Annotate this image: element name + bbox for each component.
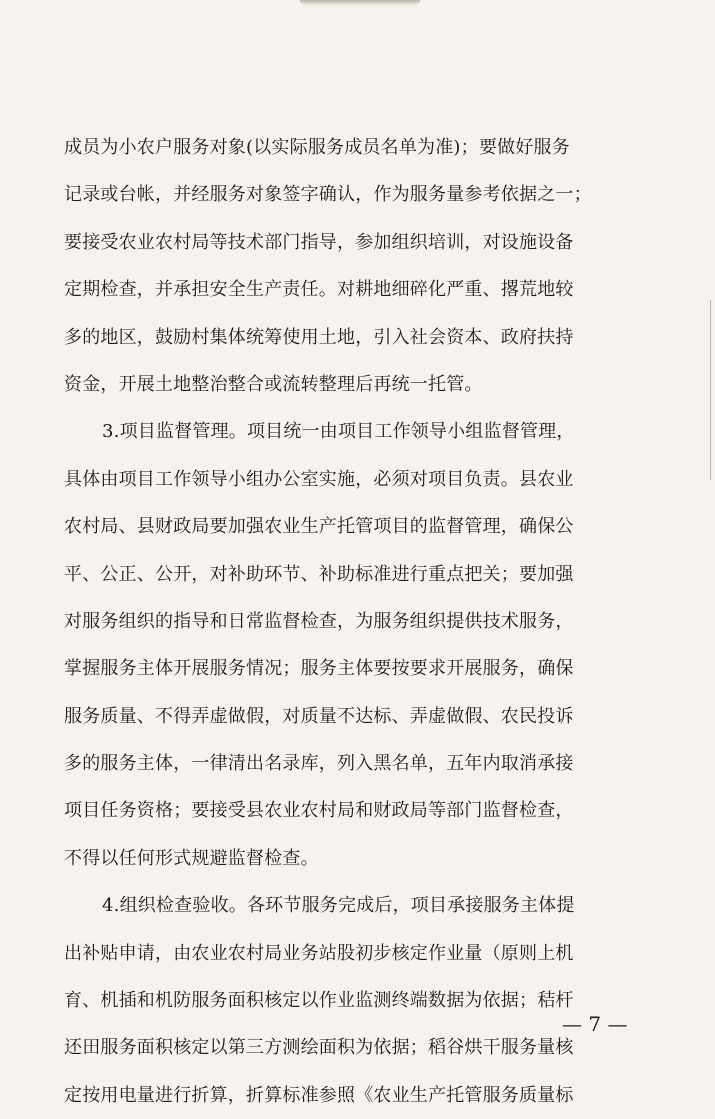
text-line: 还田服务面积核定以第三方测绘面积为依据；稻谷烘干服务量核 — [64, 1037, 574, 1059]
text-line: 3.项目监督管理。项目统一由项目工作领导小组监督管理， — [102, 421, 575, 443]
text-line: 项目任务资格；要接受县农业农村局和财政局等部门监督检查， — [64, 800, 574, 822]
scan-edge-mark — [300, 0, 420, 6]
text-line: 多的地区，鼓励村集体统筹使用土地，引入社会资本、政府扶持 — [64, 326, 574, 348]
text-line: 不得以任何形式规避监督检查。 — [64, 847, 319, 869]
text-line: 要接受农业农村局等技术部门指导，参加组织培训，对设施设备 — [64, 231, 574, 253]
text-line: 4.组织检查验收。各环节服务完成后，项目承接服务主体提 — [102, 895, 575, 917]
text-line: 对服务组织的指导和日常监督检查，为服务组织提供技术服务， — [64, 610, 574, 632]
body-text — [64, 124, 664, 1119]
text-line: 服务质量、不得弄虚做假，对质量不达标、弄虚做假、农民投诉 — [64, 705, 574, 727]
scan-edge-line — [710, 300, 711, 480]
text-line: 成员为小农户服务对象(以实际服务成员名单为准)；要做好服务 — [64, 137, 570, 158]
text-line: 掌握服务主体开展服务情况；服务主体要按要求开展服务，确保 — [64, 658, 574, 680]
text-line: 多的服务主体，一律清出名录库，列入黑名单，五年内取消承接 — [64, 753, 574, 775]
text-line: 记录或台帐，并经服务对象签字确认，作为服务量参考依据之一； — [64, 184, 592, 206]
text-line: 出补贴申请，由农业农村局业务站股初步核定作业量（原则上机 — [64, 942, 574, 964]
text-line: 育、机插和机防服务面积核定以作业监测终端数据为依据；秸杆 — [64, 990, 574, 1012]
page-number: — 7 — — [562, 1012, 628, 1036]
text-line: 定按用电量进行折算，折算标准参照《农业生产托管服务质量标 — [64, 1084, 574, 1106]
text-line: 具体由项目工作领导小组办公室实施，必须对项目负责。县农业 — [64, 468, 574, 490]
text-line: 资金，开展土地整治整合或流转整理后再统一托管。 — [64, 373, 483, 395]
text-line: 定期检查，并承担安全生产责任。对耕地细碎化严重、撂荒地较 — [64, 279, 574, 301]
text-line: 农村局、县财政局要加强农业生产托管项目的监督管理，确保公 — [64, 516, 574, 538]
text-line: 平、公正、公开，对补助环节、补助标准进行重点把关；要加强 — [64, 563, 574, 585]
